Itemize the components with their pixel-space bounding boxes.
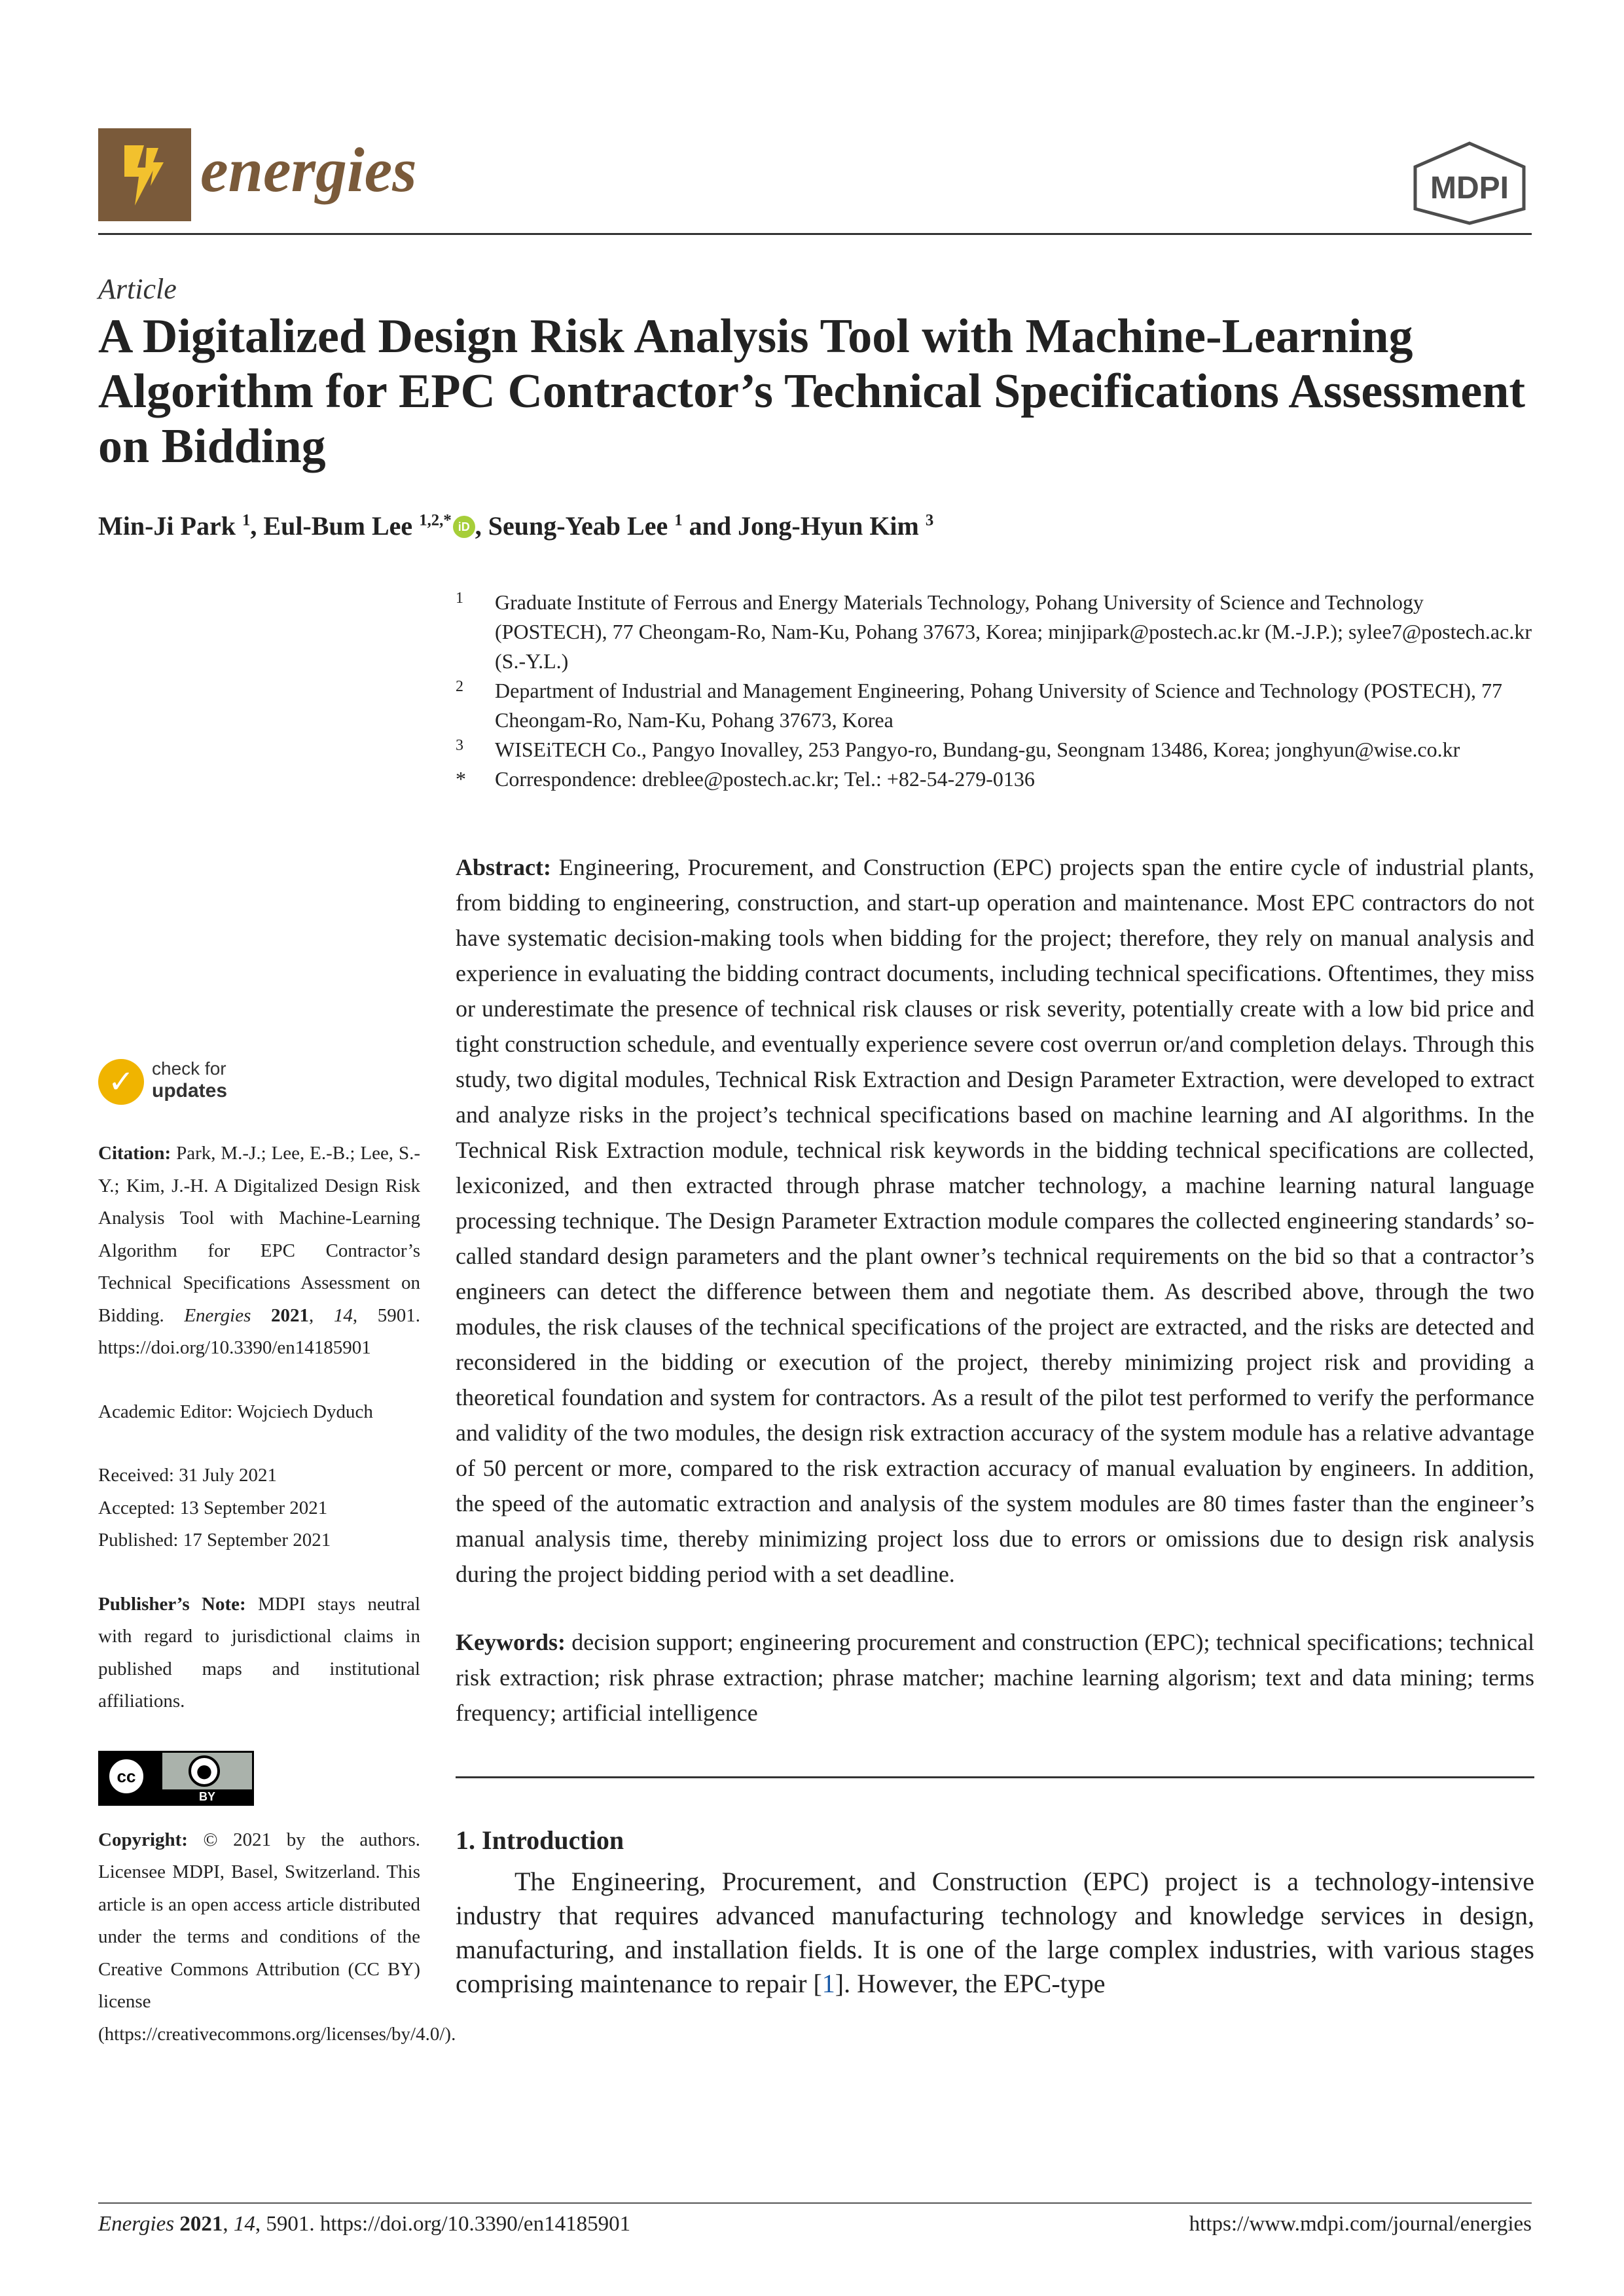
affiliation-text: Graduate Institute of Ferrous and Energy Materials Technology, Pohang University of Science and Technology (POSTECH), 77 Cheongam-Ro, Nam-Ku, Pohang 37673, Korea; minjipark@postech.ac.kr (M.-J.P.); sylee7@postech.ac.kr (S.-Y.L.) [495,590,1532,673]
affiliation-mark: 3 [456,737,463,754]
dates-block [98,1460,420,1557]
citation-link[interactable]: 1 [821,1969,835,1998]
author-affiliation-mark: 3 [925,511,934,529]
sidebar [98,1056,456,2051]
affiliation-mark: 2 [456,678,463,695]
mdpi-logo [1407,141,1532,226]
correspondence-text: Correspondence: dreblee@postech.ac.kr; Tel.: +82-54-279-0136 [495,767,1035,791]
intro-paragraph: The Engineering, Procurement, and Construction (EPC) project is a technology-intensive industry that requires advanced manufacturing technology and knowledge services in design, manufacturing, and installation fields. It is one of the large complex industries, with various stages comprising maintenance to repair [1]. However, the EPC-type [456,1867,1534,1998]
publisher-note: Publisher’s Note: MDPI stays neutral with regard to jurisdictional claims in published maps and institutional affiliations. [98,1593,421,1712]
cc-icon: cc [107,1757,146,1796]
orcid-icon[interactable]: iD [453,516,475,538]
copyright-block: Copyright: © 2021 by the authors. Licensee MDPI, Basel, Switzerland. This article is an open access article distributed under the terms and conditions of the Creative Commons Attribution (CC BY) license (https://creativecommons.org/licenses/by/4.0/). [98,1829,456,2045]
checkmark-icon: ✓ [107,1064,135,1100]
cc-by-license-badge[interactable] [98,1751,254,1806]
affiliation-mark: 1 [456,590,463,607]
affiliation-text: WISEiTECH Co., Pangyo Inovalley, 253 Pangyo-ro, Bundang-gu, Seongnam 13486, Korea; jonghyun@wise.co.kr [495,738,1460,761]
author-affiliation-mark: 1 [242,511,251,529]
author-name: Seung-Yeab Lee [488,511,668,541]
author-list: Min-Ji Park $^1$, Eul-Bum Lee $^{1,2,*}$ iD , Seung-Yeab Lee $^1$ and Jong-Hyun Kim $^3$ [98,511,934,541]
affiliation-text: Department of Industrial and Management Engineering, Pohang University of Science and Technology (POSTECH), 77 Cheongam-Ro, Nam-Ku, Pohang 37673, Korea [495,679,1503,732]
header-rule [98,233,1532,235]
author-name: Eul-Bum Lee [263,511,413,541]
published-date: Published: 17 September 2021 [98,1530,331,1551]
attribution-person-icon: ● [189,1755,220,1787]
citation-doi[interactable]: , 5901. https://doi.org/10.3390/en14185901 [98,1304,421,1358]
received-date: Received: 31 July 2021 [98,1465,278,1486]
footer-rule [98,2202,1532,2204]
by-label: BY [162,1789,252,1804]
keywords-text: decision support; engineering procurement and construction (EPC); technical specifications; technical risk extraction; risk phrase extraction; phrase matcher; machine learning algorism; text and data mining; terms frequency; artificial intelligence [456,1629,1534,1726]
author-affiliation-mark: 1,2,* [419,511,452,529]
footer-doi-link[interactable]: , 5901. https://doi.org/10.3390/en14185901 [255,2212,631,2236]
author-name: Min-Ji Park [98,511,236,541]
footer-citation: Energies 2021, 14, 5901. https://doi.org/10.3390/en14185901 [98,2212,631,2236]
journal-name: energies [200,135,417,205]
citation-block: Citation: Park, M.-J.; Lee, E.-B.; Lee, S.-Y.; Kim, J.-H. A Digitalized Design Risk Analysis Tool with Machine-Learning Algorithm for EPC Contractor’s Technical Specifications Assessment on Bidding. Energies 2021, 14, 5901. https://doi.org/10.3390/en14185901 [98,1143,421,1358]
affiliation-item [456,588,1536,676]
section-heading: 1. Introduction [456,1825,624,1855]
accepted-date: Accepted: 13 September 2021 [98,1497,328,1518]
affiliation-item [456,735,1536,764]
mdpi-logo-text: MDPI [1430,171,1509,206]
article-title: A Digitalized Design Risk Analysis Tool with Machine-Learning Algorithm for EPC Contractor’s Technical Specifications Assessment on Bidding [98,310,1526,473]
author-name: Jong-Hyun Kim [738,511,919,541]
affiliation-mark: * [456,767,466,791]
footer-journal-url[interactable]: https://www.mdpi.com/journal/energies [1189,2212,1532,2236]
academic-editor: Academic Editor: Wojciech Dyduch [98,1401,373,1422]
author-affiliation-mark: 1 [674,511,683,529]
lightning-bolt-icon [98,128,191,221]
keywords [456,1624,1534,1731]
keywords-label: Keywords: [456,1629,566,1655]
abstract [456,850,1534,1592]
abstract-label: Abstract: [456,854,551,880]
journal-logo [98,128,191,221]
article-type: Article [98,273,177,305]
main-column [456,850,1534,2027]
check-for-updates-button[interactable]: ✓ check for updates [98,1056,420,1109]
affiliation-item [456,676,1536,735]
affiliation-item [456,764,1536,794]
abstract-text: Engineering, Procurement, and Construction (EPC) projects span the entire cycle of industrial plants, from bidding to engineering, construction, and start-up operation and maintenance. Most EPC contractors do not have systematic decision-making tools when bidding for the project; therefore, they rely on manual analysis and experience in evaluating the bidding contract documents, including technical specifications. Oftentimes, they miss or underestimate the presence of technical risk clauses or risk severity, potentially create with a low bid price and tight construction schedule, and eventually experience severe cost overrun or/and completion delays. Through this study, two digital modules, Technical Risk Extraction and Design Parameter Extraction, were developed to extract and analyze risks in the project’s technical specifications based on machine learning and AI algorithms. In the Technical Risk Extraction module, technical risk keywords in the bidding technical specifications are collected, lexiconized, and then extracted through phrase matcher technology, a machine learning natural language processing technique. The Design Parameter Extraction module compares the collected engineering standards’ so-called standard design parameters and the plant owner’s technical requirements on the bid so that a contractor’s engineers can detect the difference between them and negotiate them. As described above, through the two modules, the risk clauses of the technical specifications of the project are extracted, and the risks are detected and reconsidered in the bidding or execution of the project, thereby minimizing project risk and providing a theoretical foundation and system for contractors. As a result of the pilot test performed to verify the performance and validity of the two modules, the design risk extraction accuracy of the system module has a relative advantage of 50 percent or more, compared to the risk extraction accuracy of manual evaluation by engineers. In addition, the speed of the automatic extraction and analysis of the system modules are 80 times faster than the engineer’s manual analysis time, thereby minimizing project loss due to errors or omissions due to design risk analysis during the project bidding period with a set deadline. [456,854,1535,1587]
affiliations [456,588,1536,794]
section-rule [456,1776,1534,1778]
citation-label: Citation: [98,1143,171,1164]
